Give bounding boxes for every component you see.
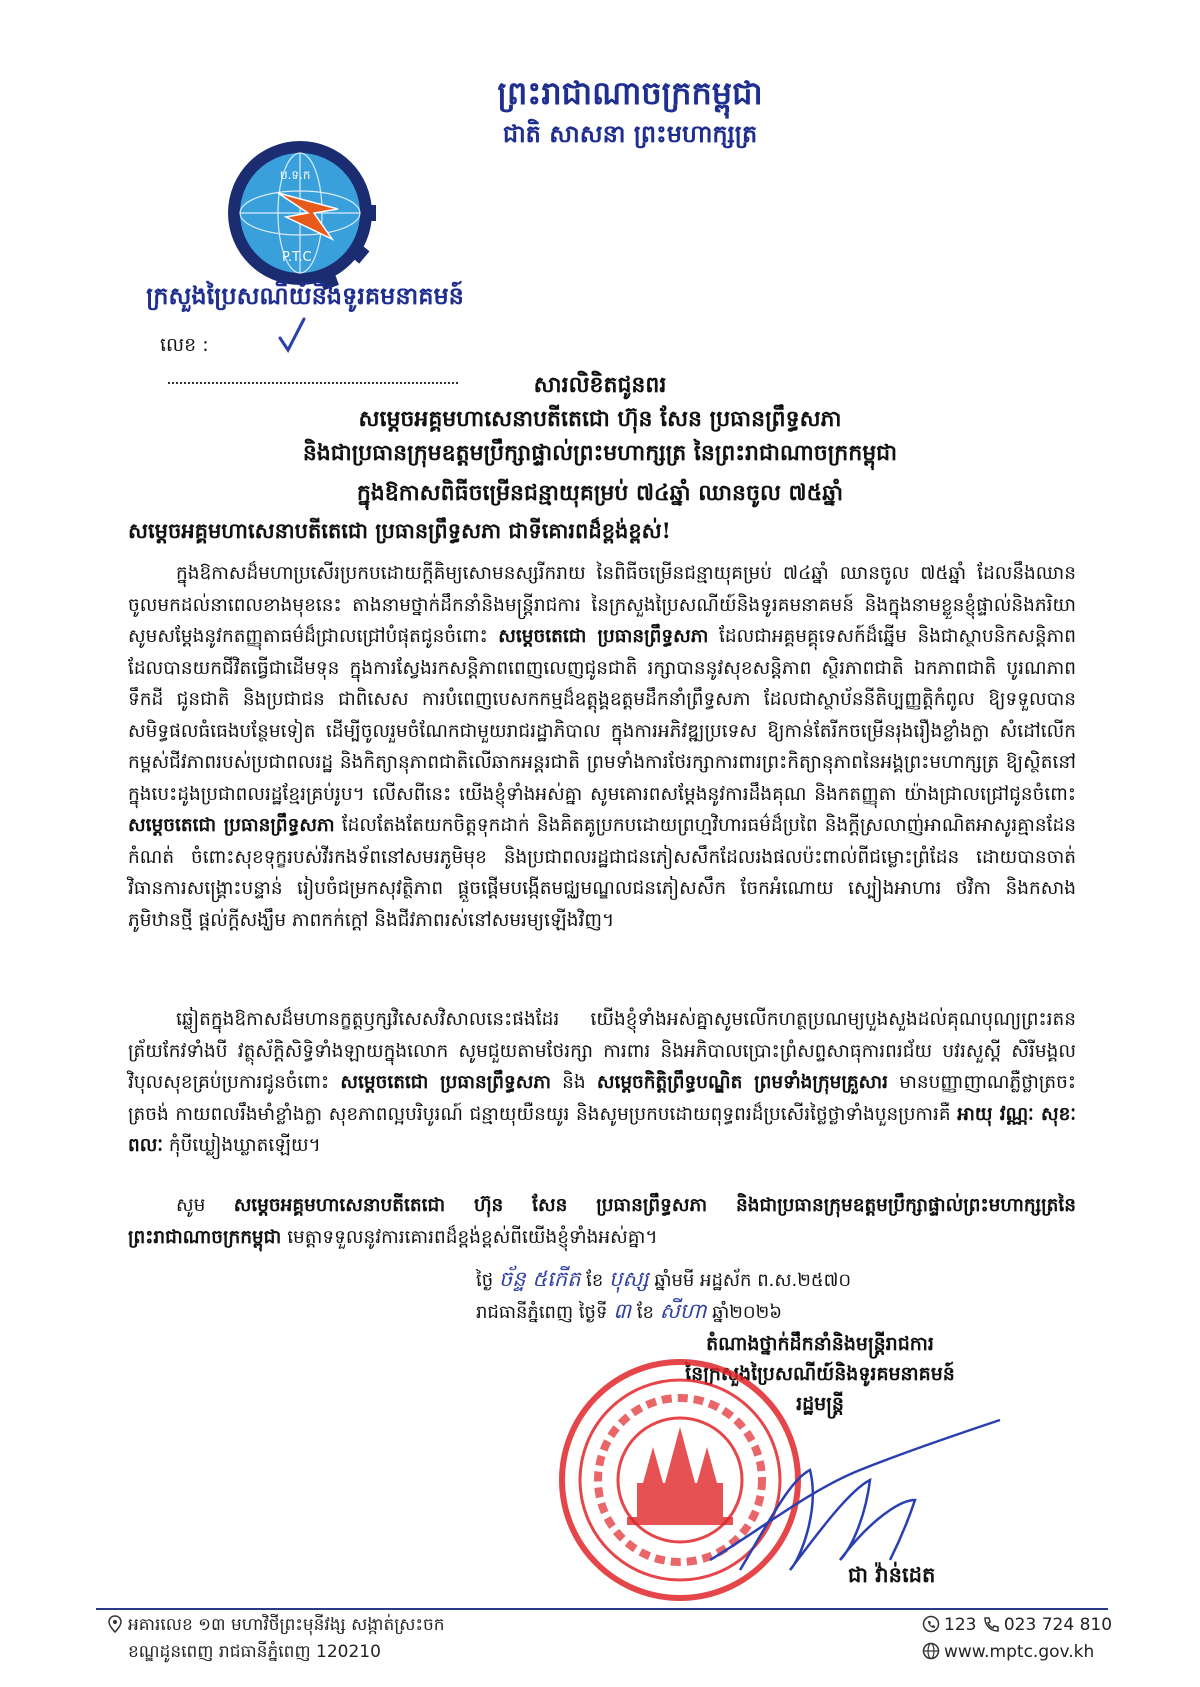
lunar-date-line bbox=[476, 1265, 1116, 1295]
handwritten-date: បុស្ស bbox=[609, 1267, 649, 1291]
text-run: កុំបីឃ្លៀងឃ្លាតឡើយ។ bbox=[168, 1135, 321, 1156]
location-pin-icon bbox=[106, 1615, 124, 1633]
date-label: ឆ្នាំមមី អដ្ឋស័ក ព.ស.២៥៧០ bbox=[654, 1270, 852, 1291]
handwritten-date: សីហា bbox=[659, 1299, 707, 1323]
kingdom-title: ព្រះរាជាណាចក្រកម្ពុជា bbox=[497, 74, 763, 112]
paragraph-2 bbox=[128, 1004, 1076, 1162]
date-label: ថ្ងៃ bbox=[476, 1270, 494, 1291]
signer-title: រដ្ឋមន្ត្រី bbox=[796, 1393, 844, 1415]
reference-label: លេខ : bbox=[160, 334, 209, 356]
handwritten-date: ច័ន្ទ ៥កើត bbox=[498, 1267, 581, 1291]
paragraph-1 bbox=[128, 558, 1076, 936]
national-motto: ជាតិ សាសនា ព្រះមហាក្សត្រ bbox=[502, 119, 758, 148]
text-run: មានបញ្ញាញាណភ្លឺថ្លាត្រចះត្រចង់ កាយពលរឹងមាំខ្លាំងក្លា សុខភាពល្អបរិបូរណ៍ ជន្មាយុយឺនយូរ និងសូមប្រកបដោយពុទ្ធពរដ៏ប្រសើរថ្លៃថ្លាទាំងបួនប្រការគឺ bbox=[128, 1072, 1076, 1125]
signer-name: ជា វ៉ាន់ដេត bbox=[848, 1562, 936, 1587]
signer-line-1: តំណាងថ្នាក់ដឹកនាំនិងមន្ត្រីរាជការ bbox=[706, 1333, 934, 1355]
signer-line-2: នៃក្រសួងប្រៃសណីយ៍និងទូរគមនាគមន៍ bbox=[685, 1363, 955, 1385]
text-run: សូម bbox=[176, 1195, 206, 1216]
bold-run: សម្តេចតេជោ ប្រធានព្រឹទ្ធសភា bbox=[340, 1072, 551, 1093]
checkmark-icon bbox=[277, 316, 307, 356]
date-label: ឆ្នាំ២០២៦ bbox=[712, 1302, 782, 1323]
bold-run: សម្តេចអគ្គមហាសេនាបតីតេជោ ហ៊ុន សែន ប្រធានព្រឹទ្ធសភា និងជាប្រធានក្រុមឧត្តមប្រឹក្សាផ្ទាល់ព្រះមហាក្សត្រនៃព្រះរាជាណាចក្រកម្ពុជា bbox=[128, 1195, 1076, 1248]
footer-address bbox=[106, 1612, 626, 1666]
date-label: ខែ bbox=[586, 1270, 604, 1291]
phone-number[interactable]: 023 724 810 bbox=[1003, 1615, 1113, 1635]
phone-icon bbox=[982, 1615, 1000, 1633]
addressee-role-line: និងជាប្រធានក្រុមឧត្តមប្រឹក្សាផ្ទាល់ព្រះមហាក្សត្រ នៃព្រះរាជាណាចក្រកម្ពុជា bbox=[302, 440, 898, 466]
text-run: និង bbox=[562, 1072, 586, 1093]
hotline-icon bbox=[922, 1615, 940, 1633]
letter-title: សារលិខិតជូនពរ bbox=[533, 372, 667, 398]
globe-icon bbox=[922, 1642, 940, 1660]
bold-run: សម្តេចតេជោ ប្រធានព្រឹទ្ធសភា bbox=[128, 815, 335, 836]
text-run: ឆ្លៀតក្នុងឱកាសដ៏មហានក្ខត្តឫក្សវិសេសវិសាលនេះផងដែរ យើងខ្ញុំទាំងអស់គ្នាសូមលើកហត្ថប្រណម្យបួងសួងដល់គុណបុណ្យព្រះរតនត្រ័យកែវទាំងបី វត្ថុស័ក្តិសិទ្ធិទាំងឡាយក្នុងលោក សូមជួយតាមថែរក្សា ការពារ និងអភិបាលប្រោះព្រំសព្ទសាធុការពរជ័យ បវរសួស្តី សិរីមង្គលវិបុលសុខគ្រប់ប្រការជូនចំពោះ bbox=[128, 1009, 1076, 1093]
text-run: មេត្តាទទួលនូវការគោរពដ៏ខ្ពង់ខ្ពស់ពីយើងខ្ញុំទាំងអស់គ្នា។ bbox=[287, 1226, 658, 1248]
text-run: ដែលជាអគ្គមគ្គុទេសក៍ដ៏ឆ្នើម និងជាស្ថាបនិកសន្តិភាព ដែលបានយកជីវិតធ្វើជាដើមទុន ក្នុងការស្វែងរកសន្តិភាពពេញលេញជូនជាតិ រក្សាបាននូវសុខសន្តិភាព ស្ថិរភាពជាតិ ឯកភាពជាតិ បូរណភាពទឹកដី ជូនជាតិ និងប្រជាជន ជាពិសេស ការបំពេញបេសកកម្មដ៏ឧត្តុង្គឧត្តមដឹកនាំព្រឹទ្ធសភា ដែលជាស្ថាប័ននីតិប្បញ្ញត្តិកំពូល ឱ្យទទួលបានសមិទ្ធផលធំធេងបន្ថែមទៀត ដើម្បីចូលរួមចំណែកជាមួយរាជរដ្ឋាភិបាល ក្នុងការអភិវឌ្ឍប្រទេស ឱ្យកាន់តែរីកចម្រើនរុងរឿងខ្លាំងក្លា សំដៅលើកកម្ពស់ជីវភាពរបស់ប្រជាពលរដ្ឋ និងកិត្យានុភាពជាតិលើឆាកអន្តរជាតិ ព្រមទាំងការថែរក្សាការពារព្រះកិត្យានុភាពនៃអង្គព្រះមហាក្សត្រ ឱ្យស្ថិតនៅក្នុងបេះដូងប្រជាពលរដ្ឋខ្មែរគ្រប់រូប។ លើសពីនេះ យើងខ្ញុំទាំងអស់គ្នា សូមគោរពសម្តែងនូវការដឹងគុណ និងកតញ្ញុតា យ៉ាងជ្រាលជ្រៅជូនចំពោះ bbox=[128, 626, 1076, 805]
text-run: ក្នុងឱកាសដ៏មហាប្រសើរប្រកបដោយក្តីគិម្យសោមនស្សរីករាយ នៃពិធីចម្រើនជន្មាយុគម្រប់ ៧៤ឆ្នាំ ឈានចូល ៧៥ឆ្នាំ ដែលនឹងឈានចូលមកដល់នាពេលខាងមុខនេះ តាងនាមថ្នាក់ដឹកនាំនិងមន្ត្រីរាជការ នៃក្រសួងប្រៃសណីយ៍និងទូរគមនាគមន៍ និងក្នុងនាមខ្លួនខ្ញុំផ្ទាល់និងភរិយា សូមសម្តែងនូវកតញ្ញុតាធម៌ដ៏ជ្រាលជ្រៅបំផុតជូនចំពោះ bbox=[128, 563, 1076, 647]
paragraph-3 bbox=[128, 1190, 1076, 1253]
logo-top-text: ប.ទ.ក bbox=[280, 168, 311, 182]
bold-run: សម្តេចតេជោ ប្រធានព្រឹទ្ធសភា bbox=[498, 626, 709, 647]
footer-contact bbox=[922, 1612, 1122, 1666]
handwritten-date: ៣ bbox=[613, 1299, 632, 1323]
bold-run: សម្តេចកិត្តិព្រឹទ្ធបណ្ឌិត ព្រមទាំងក្រុមគ្រួសារ bbox=[596, 1072, 889, 1093]
contact-phone-line bbox=[922, 1612, 1122, 1639]
logo-bottom-text: P.T.C bbox=[282, 250, 312, 265]
hotline-number[interactable]: 123 bbox=[944, 1615, 977, 1635]
solar-date-line bbox=[476, 1297, 1116, 1327]
website-link[interactable]: www.mptc.gov.kh bbox=[944, 1642, 1095, 1662]
address-text: អគារលេខ ១៣ មហាវិថីព្រះមុនីវង្ស សង្កាត់ស្រះចក bbox=[128, 1615, 445, 1635]
ministry-name: ក្រសួងប្រៃសណីយ៍និងទូរគមនាគមន៍ bbox=[146, 281, 464, 310]
text-run: ដែលតែងតែយកចិត្តទុកដាក់ និងគិតគូប្រកបដោយព្រហ្មវិហារធម៌ដ៏ប្រពៃ និងក្តីស្រលាញ់អាណិតអាសូរគ្មានដែនកំណត់ ចំពោះសុខទុក្ខរបស់វីរកងទ័ពនៅសមរភូមិមុខ និងប្រជាពលរដ្ឋជាជនភៀសសឹកដែលរងផលប៉ះពាល់ពីជម្លោះព្រំដែន ដោយបានចាត់វិធានការសង្គ្រោះបន្ទាន់ រៀបចំជម្រកសុវត្ថិភាព ផ្តួចផ្តើមបង្កើតមជ្ឈមណ្ឌលជនភៀសសឹក ចែកអំណោយ ស្បៀងអាហារ ថវិកា និងកសាងភូមិឋានថ្មី ផ្តល់ក្តីសង្ឃឹម ភាពកក់ក្តៅ និងជីវភាពរស់នៅសមរម្យឡើងវិញ។ bbox=[128, 815, 1076, 931]
date-label: ខែ bbox=[636, 1302, 654, 1323]
date-label: រាជធានីភ្នំពេញ ថ្ងៃទី bbox=[476, 1302, 608, 1323]
salutation: សម្តេចអគ្គមហាសេនាបតីតេជោ ប្រធានព្រឹទ្ធសភា ជាទីគោរពដ៏ខ្ពង់ខ្ពស់! bbox=[128, 518, 671, 543]
ministry-logo bbox=[220, 135, 380, 295]
address-line-1 bbox=[106, 1612, 626, 1639]
bold-run: អាយុ វណ្ណៈ សុខៈ ពលៈ bbox=[128, 1103, 1076, 1156]
footer-divider bbox=[96, 1608, 1108, 1610]
contact-web-line bbox=[922, 1639, 1122, 1666]
address-line-2: ខណ្ឌដូនពេញ រាជធានីភ្នំពេញ 120210 bbox=[128, 1642, 381, 1662]
addressee-line: សម្តេចអគ្គមហាសេនាបតីតេជោ ហ៊ុន សែន ប្រធានព្រឹទ្ធសភា bbox=[358, 406, 842, 432]
occasion-line: ក្នុងឱកាសពិធីចម្រើនជន្មាយុគម្រប់ ៧៤ឆ្នាំ ឈានចូល ៧៥ឆ្នាំ bbox=[356, 480, 844, 506]
